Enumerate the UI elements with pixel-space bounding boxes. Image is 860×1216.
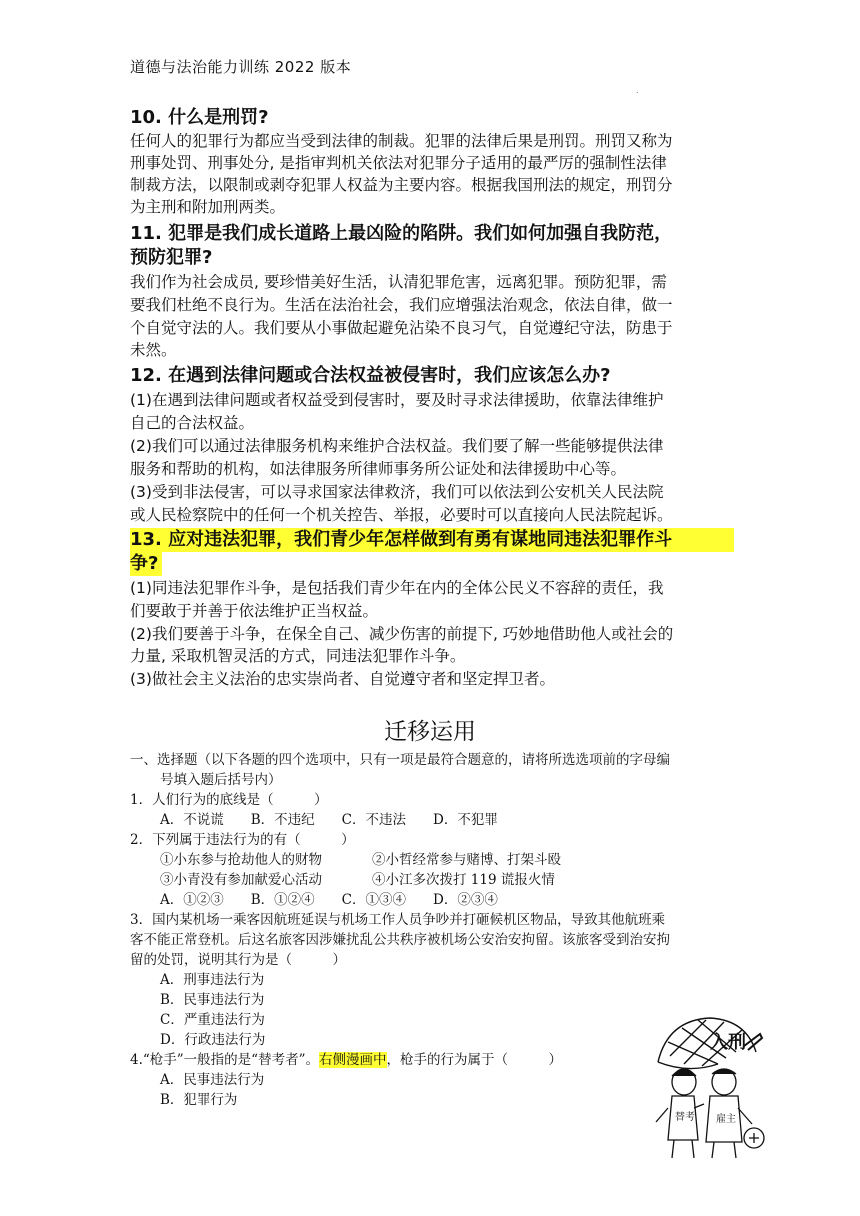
q1-options: A．不说谎 B．不违纪 C．不违法 D．不犯罪: [160, 812, 498, 828]
q4-stem-highlight: 右侧漫画中: [319, 1052, 387, 1068]
q2-options: A．①②③ B．①②④ C．①③④ D．②③④: [160, 892, 498, 908]
q4-stem: [130, 1050, 562, 1070]
q3-stem: 3．国内某机场一乘客因航班延误与机场工作人员争吵并打砸候机区物品，导致其他航班乘: [130, 912, 666, 928]
q2-item: ③小青没有参加献爱心活动: [160, 872, 322, 888]
instruction-line: 一、选择题（以下各题的四个选项中，只有一项是最符合题意的，请将所选选项前的字母编: [130, 752, 670, 768]
q11-line: 个自觉守法的人。我们要从小事做起避免沾染不良习气，自觉遵纪守法，防患于: [130, 319, 673, 337]
question-13-heading: 13. 应对违法犯罪，我们青少年怎样做到有勇有谋地同违法犯罪作斗: [130, 528, 734, 552]
q13-line: (3)做社会主义法治的忠实崇尚者、自觉遵守者和坚定捍卫者。: [130, 670, 555, 688]
q13-line: (1)同违法犯罪作斗争，是包括我们青少年在内的全体公民义不容辞的责任，我: [130, 579, 664, 597]
cartoon-label-right: 雇主: [716, 1114, 736, 1125]
q3-option: B．民事违法行为: [160, 992, 265, 1008]
q10-line: 为主刑和附加刑两类。: [130, 198, 286, 216]
section-title: 迁移运用: [384, 719, 476, 745]
q12-line: (2)我们可以通过法律服务机构来维护合法权益。我们要了解一些能够提供法律: [130, 437, 664, 455]
q11-line: 未然。: [130, 341, 177, 359]
q13-line: (2)我们要善于斗争，在保全自己、减少伤害的前提下, 巧妙地借助他人或社会的: [130, 625, 674, 643]
q13-line: 力量, 采取机智灵活的方式，同违法犯罪作斗争。: [130, 647, 466, 665]
q11-line: 我们作为社会成员, 要珍惜美好生活，认清犯罪危害，远离犯罪。预防犯罪，需: [130, 273, 667, 291]
q2-item: ②小哲经常参与赌博、打架斗殴: [372, 852, 561, 868]
q10-line: 任何人的犯罪行为都应当受到法律的制裁。犯罪的法律后果是刑罚。刑罚又称为: [130, 132, 673, 150]
q11-line: 要我们杜绝不良行为。生活在法治社会，我们应增强法治观念，依法自律，做一: [130, 296, 673, 314]
q4-option: A．民事违法行为: [160, 1072, 265, 1088]
question-10-heading: 10. 什么是刑罚?: [130, 107, 269, 128]
q10-line: 刑事处罚、刑事处分, 是指审判机关依法对犯罪分子适用的最严厉的强制性法律: [130, 154, 667, 172]
q3-option: A．刑事违法行为: [160, 972, 265, 988]
q4-stem-pre: 4.“枪手”一般指的是“替考者”。: [130, 1052, 319, 1068]
q2-item: ①小东参与抢劫他人的财物: [160, 852, 322, 868]
q12-line: 自己的合法权益。: [130, 414, 255, 432]
q12-line: (1)在遇到法律问题或者权益受到侵害时，要及时寻求法律援助，依靠法律维护: [130, 391, 664, 409]
question-11-heading: 11. 犯罪是我们成长道路上最凶险的陷阱。我们如何加强自我防范，: [130, 223, 673, 244]
q2-item: ④小江多次拨打 119 谎报火情: [372, 872, 555, 888]
q4-stem-post: ，枪手的行为属于（ ）: [386, 1052, 562, 1068]
cartoon-net-label: 入刑: [710, 1032, 746, 1053]
q10-line: 制裁方法，以限制或剥夺犯罪人权益为主要内容。根据我国刑法的规定，刑罚分: [130, 176, 673, 194]
question-13-heading-cont: 争?: [130, 552, 162, 576]
page-dot: .: [636, 86, 639, 95]
question-11-heading-cont: 预防犯罪?: [130, 247, 213, 268]
question-12-heading: 12. 在遇到法律问题或合法权益被侵害时，我们应该怎么办?: [130, 365, 611, 386]
q1-stem: 1．人们行为的底线是（ ）: [130, 792, 328, 808]
q3-stem: 客不能正常登机。后这名旅客因涉嫌扰乱公共秩序被机场公安治安拘留。该旅客受到治安拘: [130, 932, 670, 948]
q12-line: 服务和帮助的机构，如法律服务所律师事务所公证处和法律援助中心等。: [130, 460, 627, 478]
q4-option: B．犯罪行为: [160, 1092, 238, 1108]
q2-stem: 2．下列属于违法行为的有（ ）: [130, 832, 355, 848]
instruction-line: 号填入题后括号内）: [160, 772, 282, 788]
cartoon-illustration: [648, 1012, 768, 1162]
q3-option: D．行政违法行为: [160, 1032, 266, 1048]
q3-stem: 留的处罚，说明其行为是（ ）: [130, 952, 346, 968]
document-header: 道德与法治能力训练 2022 版本: [130, 58, 352, 76]
q12-line: 或人民检察院中的任何一个机关控告、举报，必要时可以直接向人民法院起诉。: [130, 506, 673, 524]
cartoon-label-left: 替考: [675, 1112, 695, 1123]
q3-option: C．严重违法行为: [160, 1012, 265, 1028]
q13-line: 们要敢于并善于依法维护正当权益。: [130, 602, 379, 620]
q12-line: (3)受到非法侵害，可以寻求国家法律救济，我们可以依法到公安机关人民法院: [130, 483, 664, 501]
